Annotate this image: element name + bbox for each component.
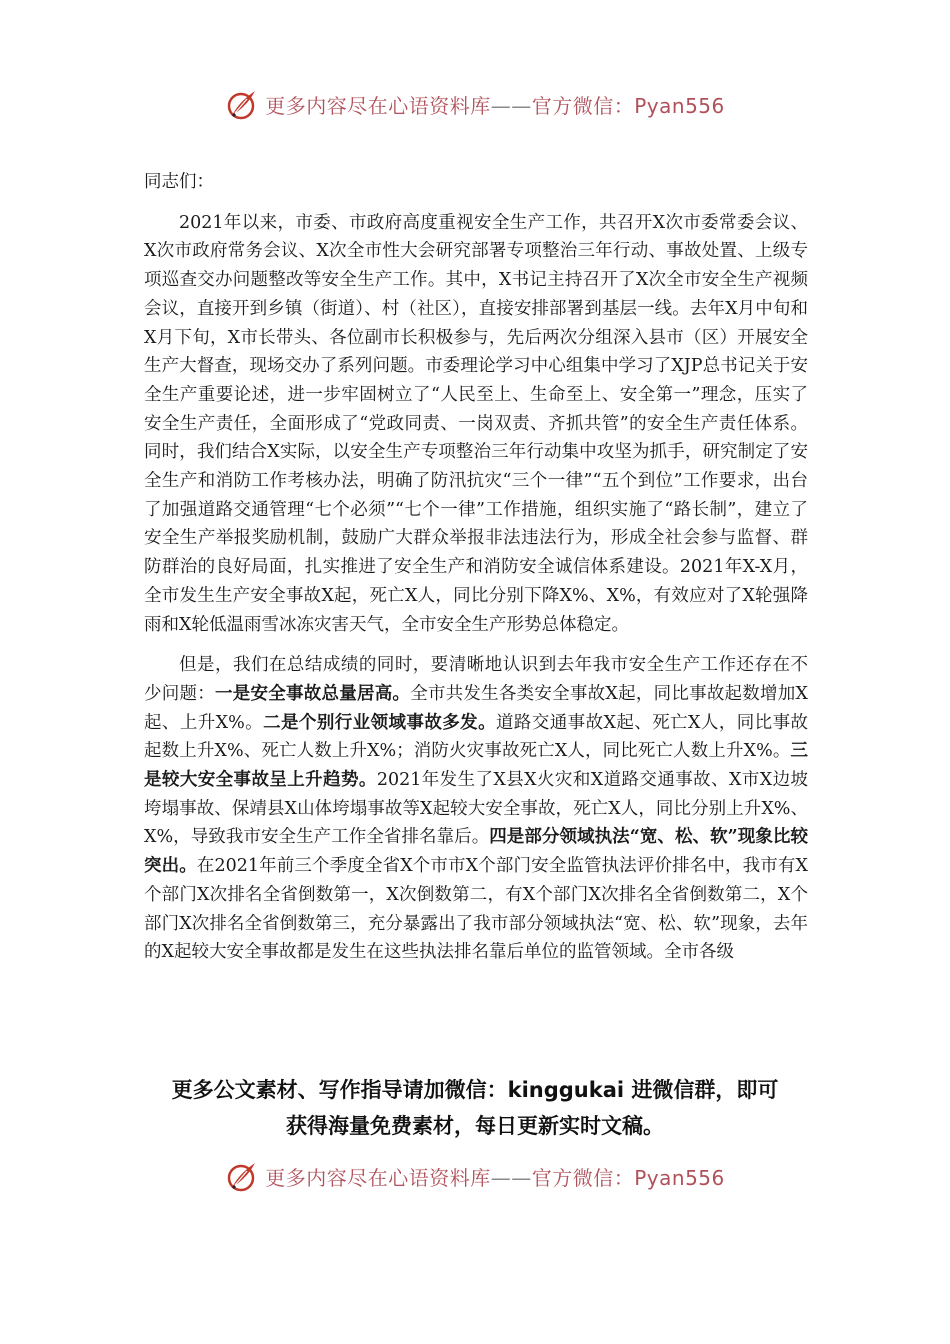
banner-separator: —— <box>490 93 532 118</box>
problem-text-2: 道路交通事故X起、死亡X人，同比事故起数上升X%、死亡人数上升X%；消防火灾事故死亡X人，同比死亡人数上升X%。 <box>144 712 809 762</box>
footer-banner <box>0 1156 950 1196</box>
problem-heading-4: 四是部分领域执法“宽、松、软”现象比较突出。 <box>144 827 808 877</box>
problem-text-3: 2021年发生了X县X火灾和X道路交通事故、X市X边坡垮塌事故、保靖县X山体垮塌事故等X起较大安全事故，死亡X人，同比分别上升X%、X%，导致我市安全生产工作全省排名靠后。 <box>144 770 809 848</box>
salutation: 同志们： <box>144 172 214 192</box>
problem-heading-2: 二是个别行业领域事故多发。 <box>263 712 497 733</box>
para2-intro: 但是，我们在总结成绩的同时，要清晰地认识到去年我市安全生产工作还存在不少问题： <box>144 655 808 704</box>
quill-logo-icon <box>225 1158 261 1194</box>
banner-text <box>265 1162 725 1191</box>
wechat-handle: Pyan556 <box>634 1165 725 1190</box>
paragraph-problems <box>144 651 808 967</box>
problem-heading-1: 一是安全事故总量居高。 <box>214 683 411 704</box>
site-name: 更多内容尽在心语资料库 <box>265 1165 491 1190</box>
problem-heading-3: 三是较大安全事故呈上升趋势。 <box>144 741 808 791</box>
wechat-label: 官方微信： <box>531 1165 635 1190</box>
paragraph-achievements: 2021年以来，市委、市政府高度重视安全生产工作，共召开X次市委常委会议、X次市政府常务会议、X次全市性大会研究部署专项整治三年行动、事故处置、上级专项巡查交办问题整改等安全生产工作。其中，X书记主持召开了X次全市安全生产视频会议，直接开到乡镇（街道）、村（社区），直接安排部署到基层一线。去年X月中旬和X月下旬，X市长带头、各位副市长积极参与，先后两次分组深入县市（区）开展安全生产大督查，现场交办了系列问题。市委理论学习中心组集中学习了XJP总书记关于安全生产重要论述，进一步牢固树立了“人民至上、生命至上、安全第一”理念，压实了安全生产责任，全面形成了“党政同责、一岗双责、齐抓共管”的安全生产责任体系。同时，我们结合X实际，以安全生产专项整治三年行动集中攻坚为抓手，研究制定了安全生产和消防工作考核办法，明确了防汛抗灾“三个一律”“五个到位”工作要求，出台了加强道路交通管理“七个必须”“七个一律”工作措施，组织实施了“路长制”，建立了安全生产举报奖励机制，鼓励广大群众举报非法违法行为，形成全社会参与监督、群防群治的良好局面，扎实推进了安全生产和消防安全诚信体系建设。2021年X-X月，全市发生生产安全事故X起，死亡X人，同比分别下降X%、X%，有效应对了X轮强降雨和X轮低温雨雪冰冻灾害天气，全市安全生产形势总体稳定。 <box>144 212 808 635</box>
site-name: 更多内容尽在心语资料库 <box>265 93 491 118</box>
promo-line-2: 获得海量免费素材，每日更新实时文稿。 <box>286 1114 664 1138</box>
promo-line-1: 更多公文素材、写作指导请加微信：kinggukai 进微信群，即可 <box>171 1078 779 1102</box>
document-body <box>144 168 808 967</box>
promo-notice <box>100 1072 850 1144</box>
problem-text-4: 在2021年前三个季度全省X个市市X个部门安全监管执法评价排名中，我市有X个部门X次排名全省倒数第一，X次倒数第二，有X个部门X次排名全省倒数第二，X个部门X次排名全省倒数第三，充分暴露出了我市部分领域执法“宽、松、软”现象，去年的X起较大安全事故都是发生在这些执法排名靠后单位的监管领域。全市各级 <box>144 856 808 963</box>
banner-text <box>265 90 725 119</box>
header-banner <box>0 84 950 124</box>
wechat-label: 官方微信： <box>531 93 635 118</box>
wechat-handle: Pyan556 <box>634 93 725 118</box>
banner-separator: —— <box>490 1165 532 1190</box>
quill-logo-icon <box>225 86 261 122</box>
problem-text-1: 全市共发生各类安全事故X起，同比事故起数增加X起、上升X%。 <box>144 683 809 733</box>
